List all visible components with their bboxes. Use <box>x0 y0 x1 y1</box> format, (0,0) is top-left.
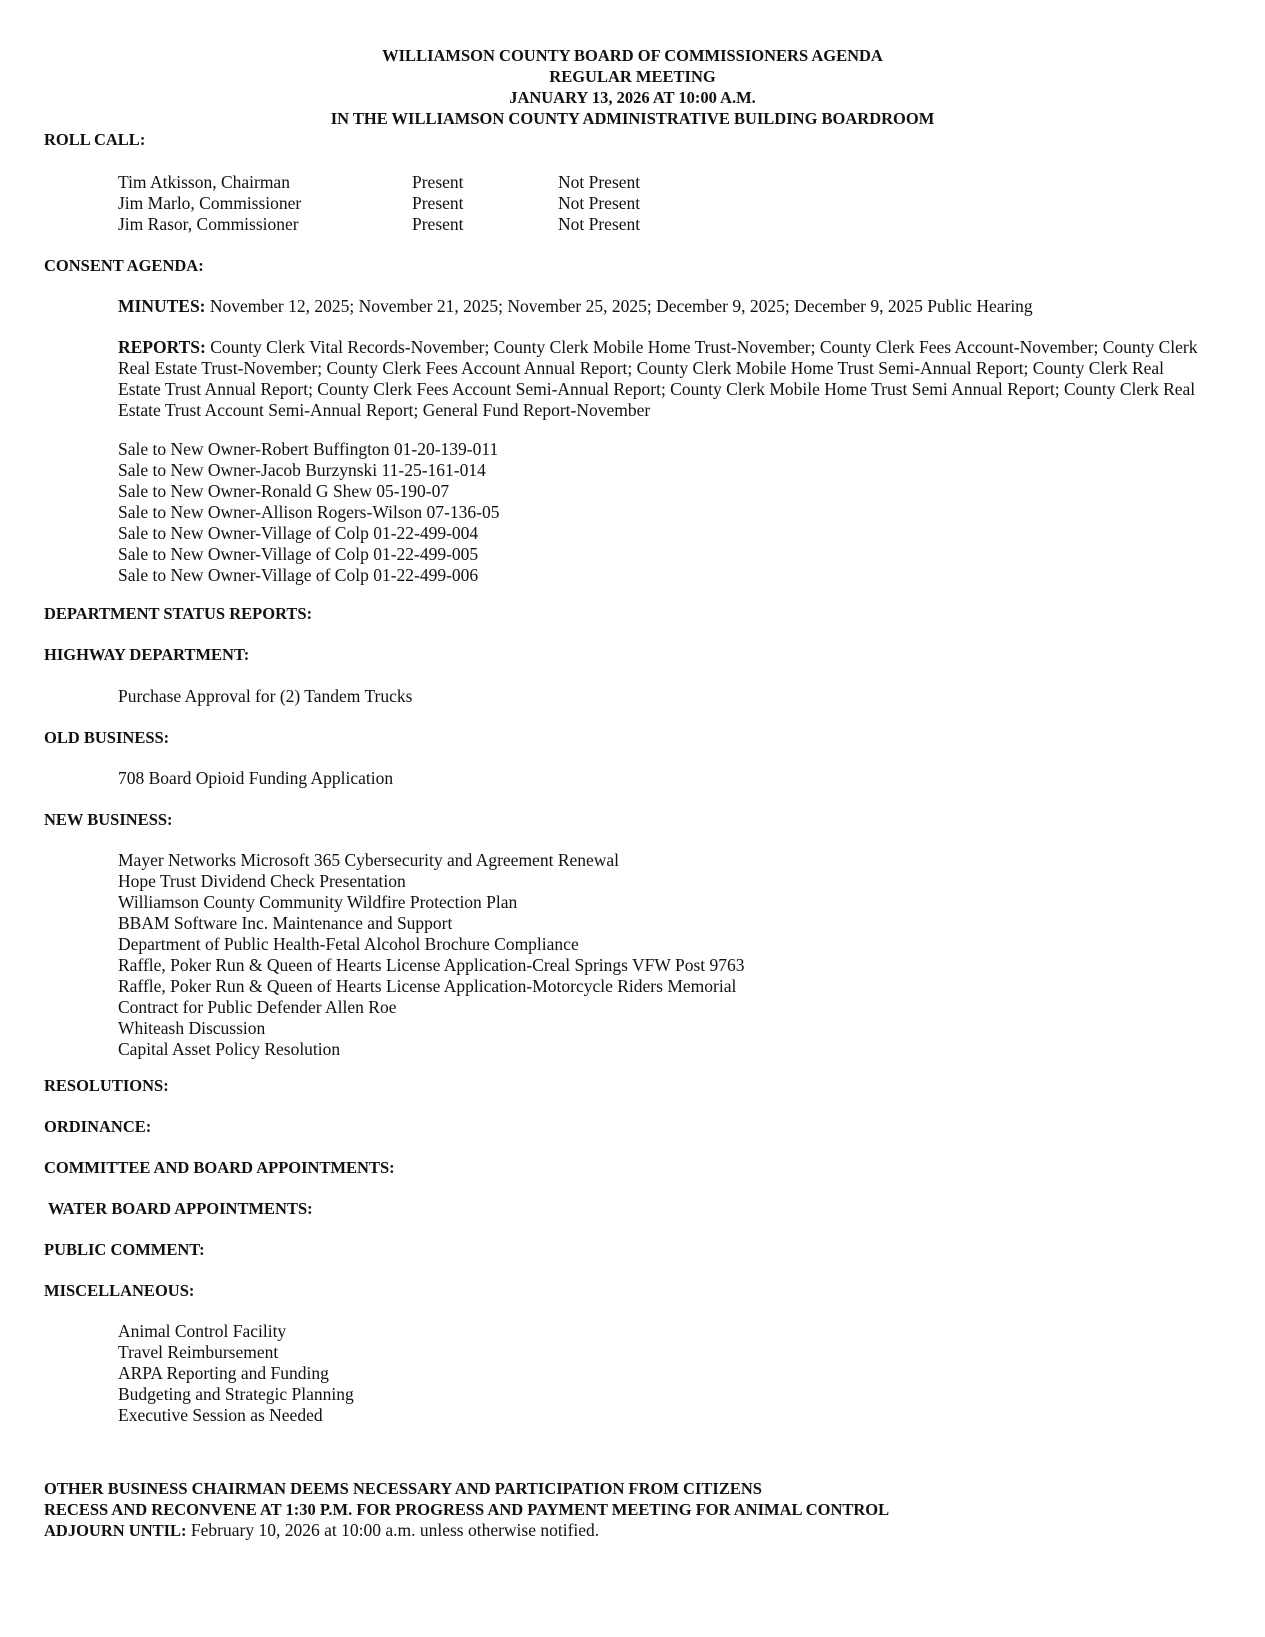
minutes-text: November 12, 2025; November 21, 2025; November 25, 2025; December 9, 2025; December 9, 2025 Public Hearing <box>205 296 1033 316</box>
list-item: 708 Board Opioid Funding Application <box>118 768 394 788</box>
miscellaneous-list <box>118 1321 354 1426</box>
roll-call-row <box>118 214 818 235</box>
present-option: Present <box>412 172 464 192</box>
list-item: BBAM Software Inc. Maintenance and Support <box>118 913 453 933</box>
closing-block <box>44 1478 889 1541</box>
adjourn-line <box>44 1520 889 1541</box>
list-item: Sale to New Owner-Jacob Burzynski 11-25-161-014 <box>118 460 486 480</box>
list-item: Sale to New Owner-Robert Buffington 01-20-139-011 <box>118 439 499 459</box>
list-item: Sale to New Owner-Village of Colp 01-22-499-006 <box>118 565 479 585</box>
old-business-heading: OLD BUSINESS: <box>44 728 170 747</box>
highway-list <box>118 686 412 707</box>
member-name: Jim Marlo, Commissioner <box>118 193 302 213</box>
sales-list <box>118 439 499 586</box>
ordinance-heading: ORDINANCE: <box>44 1117 152 1136</box>
list-item: Raffle, Poker Run & Queen of Hearts License Application-Creal Springs VFW Post 9763 <box>118 955 745 975</box>
member-name: Tim Atkisson, Chairman <box>118 172 290 192</box>
department-status-heading: DEPARTMENT STATUS REPORTS: <box>44 604 313 623</box>
list-item: Sale to New Owner-Allison Rogers-Wilson 07-136-05 <box>118 502 500 522</box>
title-line-2: REGULAR MEETING <box>549 67 716 86</box>
not-present-option: Not Present <box>558 193 641 213</box>
agenda-title <box>0 45 1265 129</box>
roll-call-row <box>118 172 818 193</box>
list-item: Raffle, Poker Run & Queen of Hearts License Application-Motorcycle Riders Memorial <box>118 976 737 996</box>
public-comment-heading: PUBLIC COMMENT: <box>44 1240 205 1259</box>
resolutions-heading: RESOLUTIONS: <box>44 1076 169 1095</box>
roll-call-row <box>118 193 818 214</box>
list-item: Budgeting and Strategic Planning <box>118 1384 354 1404</box>
list-item: Animal Control Facility <box>118 1321 287 1341</box>
list-item: Department of Public Health-Fetal Alcohol Brochure Compliance <box>118 934 579 954</box>
list-item: Executive Session as Needed <box>118 1405 323 1425</box>
list-item: Williamson County Community Wildfire Protection Plan <box>118 892 518 912</box>
not-present-option: Not Present <box>558 172 641 192</box>
list-item: Whiteash Discussion <box>118 1018 266 1038</box>
title-line-1: WILLIAMSON COUNTY BOARD OF COMMISSIONERS AGENDA <box>382 46 883 65</box>
new-business-list <box>118 850 745 1060</box>
other-business-line: OTHER BUSINESS CHAIRMAN DEEMS NECESSARY AND PARTICIPATION FROM CITIZENS <box>44 1479 762 1498</box>
list-item: Hope Trust Dividend Check Presentation <box>118 871 406 891</box>
list-item: Sale to New Owner-Ronald G Shew 05-190-07 <box>118 481 450 501</box>
list-item: Contract for Public Defender Allen Roe <box>118 997 397 1017</box>
highway-heading: HIGHWAY DEPARTMENT: <box>44 645 250 664</box>
not-present-option: Not Present <box>558 214 641 234</box>
title-line-4: IN THE WILLIAMSON COUNTY ADMINISTRATIVE BUILDING BOARDROOM <box>330 109 935 128</box>
present-option: Present <box>412 193 464 213</box>
new-business-heading: NEW BUSINESS: <box>44 810 173 829</box>
roll-call-heading: ROLL CALL: <box>44 130 146 149</box>
member-name: Jim Rasor, Commissioner <box>118 214 299 234</box>
list-item: ARPA Reporting and Funding <box>118 1363 329 1383</box>
adjourn-label: ADJOURN UNTIL: <box>44 1521 187 1540</box>
reports-text: County Clerk Vital Records-November; County Clerk Mobile Home Trust-November; County Clerk Fees Account-November; County Clerk Real Estate Trust-November; County Clerk Fees Account Annual Report; County Clerk Mobile Home Trust Semi-Annual Report; County Clerk Real Estate Trust Annual Report; County Clerk Fees Account Semi-Annual Report; County Clerk Mobile Home Trust Semi Annual Report; County Clerk Real Estate Trust Account Semi-Annual Report; General Fund Report-November <box>118 337 1198 420</box>
reports-label: REPORTS: <box>118 337 206 357</box>
reports-paragraph <box>118 337 1198 421</box>
recess-line: RECESS AND RECONVENE AT 1:30 P.M. FOR PROGRESS AND PAYMENT MEETING FOR ANIMAL CONTROL <box>44 1500 890 1519</box>
list-item: Mayer Networks Microsoft 365 Cybersecurity and Agreement Renewal <box>118 850 620 870</box>
present-option: Present <box>412 214 464 234</box>
list-item: Sale to New Owner-Village of Colp 01-22-499-005 <box>118 544 479 564</box>
miscellaneous-heading: MISCELLANEOUS: <box>44 1281 195 1300</box>
adjourn-text: February 10, 2026 at 10:00 a.m. unless otherwise notified. <box>186 1520 600 1540</box>
water-board-heading: WATER BOARD APPOINTMENTS: <box>48 1199 313 1218</box>
list-item: Capital Asset Policy Resolution <box>118 1039 341 1059</box>
minutes-label: MINUTES: <box>118 296 206 316</box>
list-item: Purchase Approval for (2) Tandem Trucks <box>118 686 413 706</box>
list-item: Travel Reimbursement <box>118 1342 279 1362</box>
old-business-list <box>118 768 393 789</box>
consent-agenda-heading: CONSENT AGENDA: <box>44 256 204 275</box>
list-item: Sale to New Owner-Village of Colp 01-22-499-004 <box>118 523 479 543</box>
committee-heading: COMMITTEE AND BOARD APPOINTMENTS: <box>44 1158 395 1177</box>
title-line-3: JANUARY 13, 2026 AT 10:00 A.M. <box>509 88 756 107</box>
roll-call-table <box>118 172 818 235</box>
minutes-paragraph <box>118 296 1198 317</box>
